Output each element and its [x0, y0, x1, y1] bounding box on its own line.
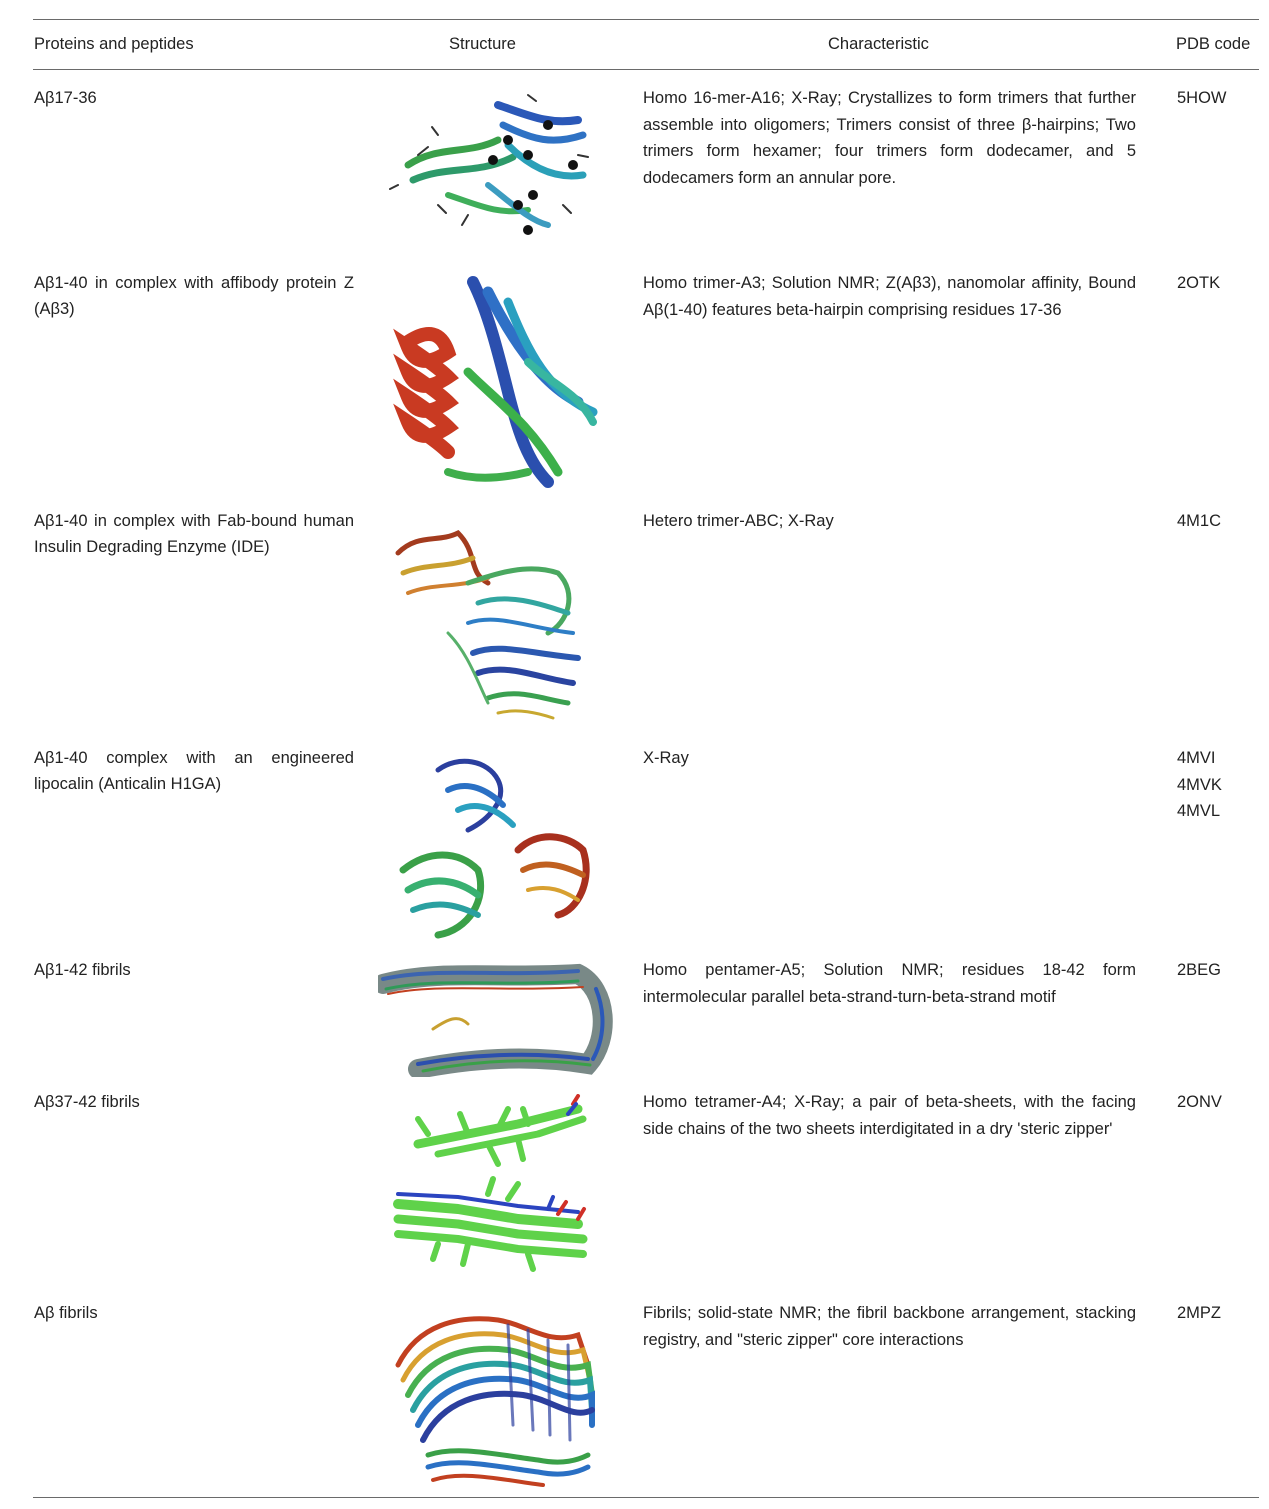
protein-name: Aβ1-42 fibrils	[34, 961, 131, 979]
pdb-code	[1177, 270, 1257, 297]
table-header-rule	[33, 69, 1259, 70]
protein-name: Aβ17-36	[34, 89, 97, 107]
protein-name: Aβ1-40 in complex with affibody protein Z (Aβ3)	[34, 274, 354, 318]
pdb-code-entry: 4MVK	[1177, 775, 1222, 794]
protein-name: Aβ1-40 complex with an engineered lipocalin (Anticalin H1GA)	[34, 749, 354, 793]
pdb-code-entry: 5HOW	[1177, 89, 1227, 107]
pdb-code-entry: 2BEG	[1177, 961, 1222, 979]
pdb-code	[1177, 1089, 1257, 1116]
pdb-code-entry: 4M1C	[1177, 512, 1222, 530]
pdb-code	[1177, 957, 1257, 984]
lipocalin-complex-structure-icon	[378, 750, 614, 945]
fibril-stack-structure-icon	[378, 1305, 614, 1490]
pdb-code-entry: 2OTK	[1177, 274, 1221, 292]
characteristic-text: Hetero trimer-ABC; X-Ray	[643, 512, 834, 530]
oligomer-ribbon-structure-icon	[378, 85, 614, 260]
characteristic-text: Homo 16-mer-A16; X-Ray; Crystallizes to form trimers that further assemble into oligomers; Trimers consist of three β-hairpins; Two trimers form hexamer; four trimers form dodecamer, and 5 dodecamers form an annular pore.	[643, 89, 1136, 187]
helix-hairpin-structure-icon	[378, 272, 614, 497]
enzyme-complex-structure-icon	[378, 513, 614, 733]
characteristic-text: Homo pentamer-A5; Solution NMR; residues 18-42 form intermolecular parallel beta-strand-turn-beta-strand motif	[643, 961, 1136, 1006]
column-header-structure: Structure	[449, 35, 516, 53]
pdb-code	[1177, 85, 1257, 112]
characteristic-text: X-Ray	[643, 749, 689, 767]
column-header-proteins: Proteins and peptides	[34, 35, 194, 53]
pdb-code-entry: 4MVI	[1177, 749, 1216, 767]
column-header-pdb-code: PDB code	[1176, 35, 1251, 53]
table-bottom-rule	[33, 1497, 1259, 1498]
protein-name: Aβ fibrils	[34, 1304, 98, 1322]
column-header-characteristic: Characteristic	[828, 35, 929, 53]
fibril-bundle-structure-icon	[378, 959, 614, 1077]
pdb-code-entry: 2MPZ	[1177, 1304, 1222, 1322]
pdb-code-entry: 4MVL	[1177, 802, 1221, 820]
pdb-code-entry: 2ONV	[1177, 1093, 1222, 1111]
characteristic-text: Homo trimer-A3; Solution NMR; Z(Aβ3), nanomolar affinity, Bound Aβ(1-40) features beta-hairpin comprising residues 17-36	[643, 274, 1136, 319]
pdb-code	[1177, 1300, 1257, 1327]
protein-name: Aβ37-42 fibrils	[34, 1093, 140, 1111]
pdb-code	[1177, 745, 1257, 825]
characteristic-text: Homo tetramer-A4; X-Ray; a pair of beta-sheets, with the facing side chains of the two sheets interdigitated in a dry 'steric zipper'	[643, 1093, 1136, 1138]
characteristic-text: Fibrils; solid-state NMR; the fibril backbone arrangement, stacking registry, and "steric zipper" core interactions	[643, 1304, 1136, 1349]
table-top-rule	[33, 19, 1259, 20]
steric-zipper-structure-icon	[378, 1094, 614, 1279]
pdb-code	[1177, 508, 1257, 535]
protein-name: Aβ1-40 in complex with Fab-bound human Insulin Degrading Enzyme (IDE)	[34, 512, 354, 556]
